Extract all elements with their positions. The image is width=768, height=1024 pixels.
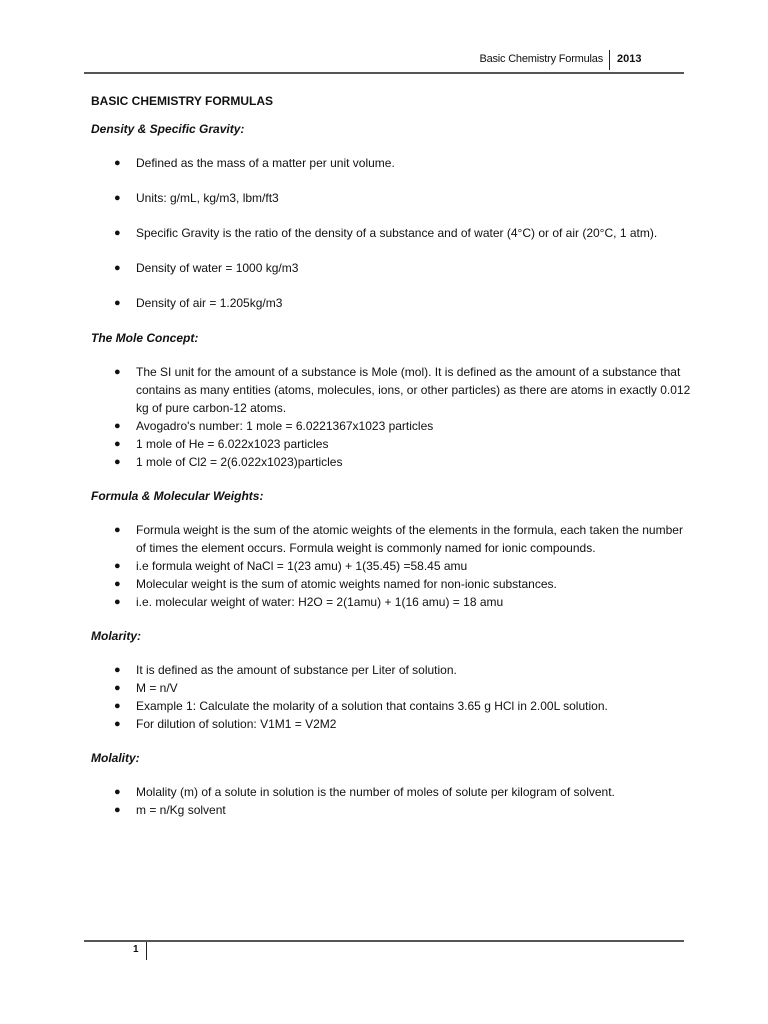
bullet-icon: ● <box>114 262 121 274</box>
section-title-molality: Molality: <box>91 751 140 765</box>
list-item: ● Density of air = 1.205kg/m3 <box>114 296 283 310</box>
bullet-icon: ● <box>114 682 121 694</box>
list-item: ● M = n/V <box>114 681 178 695</box>
bullet-icon: ● <box>114 718 121 730</box>
list-item: ● The SI unit for the amount of a substance is Mole (mol). It is defined as the amount of a substance that contains as many entities (atoms, molecules, ions, or other particles) as there are atoms in exactly 0.012 kg of pure carbon-12 atoms. <box>114 365 691 415</box>
list-item: ● Specific Gravity is the ratio of the density of a substance and of water (4°C) or of air (20°C, 1 atm). <box>114 226 658 240</box>
list-item: ● Units: g/mL, kg/m3, lbm/ft3 <box>114 191 279 205</box>
bullet-icon: ● <box>114 366 121 378</box>
section-title-density: Density & Specific Gravity: <box>91 122 245 136</box>
list-item: ● Defined as the mass of a matter per unit volume. <box>114 156 395 170</box>
section-title-molarity: Molarity: <box>91 629 142 643</box>
list-item: ● Avogadro's number: 1 mole = 6.0221367x1023 particles <box>114 419 434 433</box>
header-rule <box>84 72 684 74</box>
list-item: ● Molecular weight is the sum of atomic weights named for non-ionic substances. <box>114 577 557 591</box>
molarity-list <box>91 661 691 733</box>
list-item: ● 1 mole of Cl2 = 2(6.022x1023)particles <box>114 455 343 469</box>
bullet-icon: ● <box>114 297 121 309</box>
bullet-icon: ● <box>114 664 121 676</box>
list-item: ● i.e formula weight of NaCl = 1(23 amu) + 1(35.45) =58.45 amu <box>114 559 468 573</box>
list-item: ● Example 1: Calculate the molarity of a solution that contains 3.65 g HCl in 2.00L solution. <box>114 699 608 713</box>
page-header <box>0 50 768 72</box>
header-year: 2013 <box>617 53 642 65</box>
list-item: ● For dilution of solution: V1M1 = V2M2 <box>114 717 337 731</box>
bullet-icon: ● <box>114 524 121 536</box>
bullet-icon: ● <box>114 420 121 432</box>
document-title: BASIC CHEMISTRY FORMULAS <box>91 94 274 108</box>
section-title-mole: The Mole Concept: <box>91 331 199 345</box>
formula-list <box>91 521 691 611</box>
list-item: ● Formula weight is the sum of the atomic weights of the elements in the formula, each taken the number of times the element occurs. Formula weight is commonly named for ionic compounds. <box>114 523 683 555</box>
list-item: ● m = n/Kg solvent <box>114 803 226 817</box>
list-item: ● Density of water = 1000 kg/m3 <box>114 261 299 275</box>
header-divider <box>609 50 610 70</box>
bullet-icon: ● <box>114 438 121 450</box>
list-item: ● i.e. molecular weight of water: H2O = 2(1amu) + 1(16 amu) = 18 amu <box>114 595 504 609</box>
bullet-icon: ● <box>114 596 121 608</box>
bullet-icon: ● <box>114 157 121 169</box>
bullet-icon: ● <box>114 786 121 798</box>
list-item: ● Molality (m) of a solute in solution is the number of moles of solute per kilogram of solvent. <box>114 785 615 799</box>
list-item: ● It is defined as the amount of substance per Liter of solution. <box>114 663 457 677</box>
bullet-icon: ● <box>114 804 121 816</box>
bullet-icon: ● <box>114 700 121 712</box>
mole-list <box>91 363 691 471</box>
bullet-icon: ● <box>114 456 121 468</box>
bullet-icon: ● <box>114 560 121 572</box>
header-title: Basic Chemistry Formulas <box>479 53 603 65</box>
section-title-formula: Formula & Molecular Weights: <box>91 489 264 503</box>
document-body <box>91 92 691 835</box>
list-item: ● 1 mole of He = 6.022x1023 particles <box>114 437 329 451</box>
page-number: 1 <box>133 944 139 955</box>
density-list <box>91 154 691 312</box>
footer-rule <box>84 940 684 942</box>
bullet-icon: ● <box>114 578 121 590</box>
molality-list <box>91 783 691 819</box>
footer-divider <box>146 942 147 960</box>
bullet-icon: ● <box>114 192 121 204</box>
bullet-icon: ● <box>114 227 121 239</box>
